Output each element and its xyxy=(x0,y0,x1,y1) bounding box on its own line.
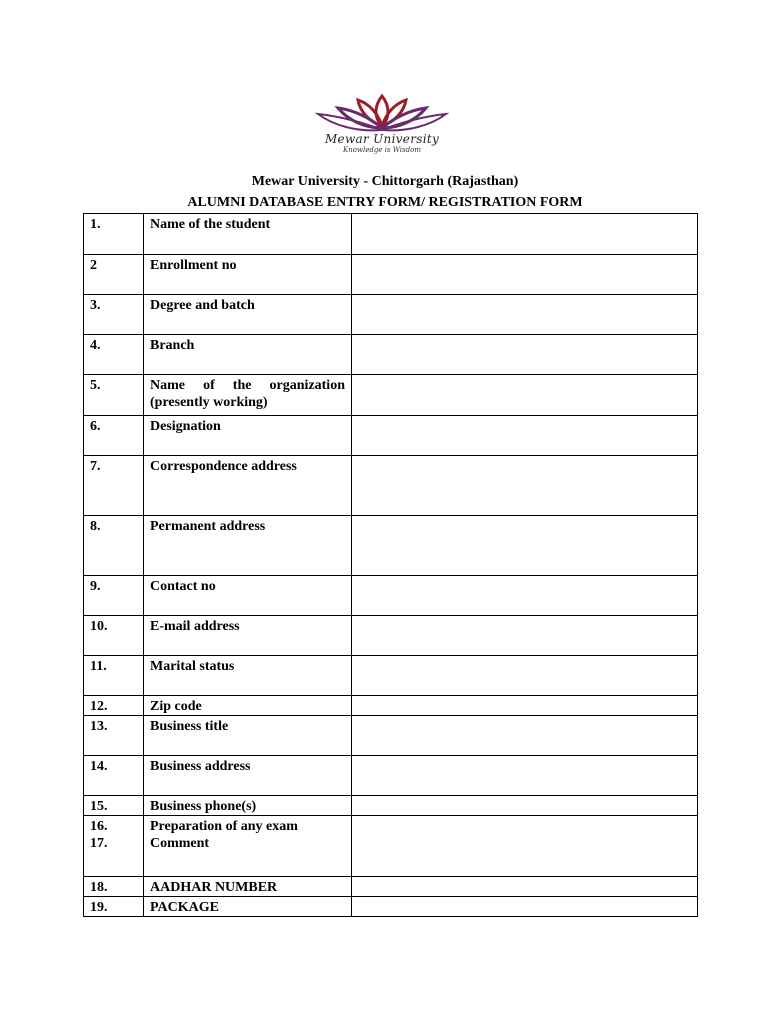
field-label: Contact no xyxy=(144,576,352,616)
table-row xyxy=(84,214,698,255)
field-label: Designation xyxy=(144,416,352,456)
business-title-field[interactable] xyxy=(352,716,698,756)
field-label: Branch xyxy=(144,335,352,375)
student-name-field[interactable] xyxy=(352,214,698,255)
field-label: Business title xyxy=(144,716,352,756)
field-label: Business phone(s) xyxy=(144,796,352,816)
field-label: E-mail address xyxy=(144,616,352,656)
table-row xyxy=(84,616,698,656)
field-label: PACKAGE xyxy=(144,897,352,917)
row-number: 2 xyxy=(84,255,144,295)
field-label: Correspondence address xyxy=(144,456,352,516)
field-label: Enrollment no xyxy=(144,255,352,295)
row-number: 14. xyxy=(84,756,144,796)
field-label: Business address xyxy=(144,756,352,796)
row-number-16: 16. xyxy=(90,819,108,834)
comment-label: Comment xyxy=(150,836,210,851)
row-number: 15. xyxy=(84,796,144,816)
table-row xyxy=(84,756,698,796)
table-row xyxy=(84,295,698,335)
alumni-form-table xyxy=(83,213,698,917)
table-row xyxy=(84,656,698,696)
university-logo xyxy=(312,92,452,162)
field-label: Marital status xyxy=(144,656,352,696)
table-row xyxy=(84,416,698,456)
table-row xyxy=(84,576,698,616)
table-row xyxy=(84,877,698,897)
field-label: Zip code xyxy=(144,696,352,716)
lotus-icon xyxy=(312,92,452,136)
row-number-17: 17. xyxy=(90,836,108,851)
table-row xyxy=(84,516,698,576)
logo-script-text: Mewar University xyxy=(324,132,440,146)
field-label: Name of the organization (presently working) xyxy=(144,375,352,416)
row-number: 4. xyxy=(84,335,144,375)
row-number: 13. xyxy=(84,716,144,756)
comment-field[interactable] xyxy=(352,816,698,877)
enrollment-no-field[interactable] xyxy=(352,255,698,295)
field-label: AADHAR NUMBER xyxy=(144,877,352,897)
table-row xyxy=(84,796,698,816)
row-number: 9. xyxy=(84,576,144,616)
field-label: Permanent address xyxy=(144,516,352,576)
table-row xyxy=(84,716,698,756)
zip-code-field[interactable] xyxy=(352,696,698,716)
form-title: ALUMNI DATABASE ENTRY FORM/ REGISTRATION FORM xyxy=(187,195,583,210)
table-row xyxy=(84,375,698,416)
row-number xyxy=(84,816,144,877)
business-address-field[interactable] xyxy=(352,756,698,796)
row-number: 1. xyxy=(84,214,144,255)
table-row xyxy=(84,897,698,917)
university-title: Mewar University - Chittorgarh (Rajasthan) xyxy=(251,174,519,189)
email-field[interactable] xyxy=(352,616,698,656)
branch-field[interactable] xyxy=(352,335,698,375)
row-number: 11. xyxy=(84,656,144,696)
permanent-address-field[interactable] xyxy=(352,516,698,576)
aadhar-number-field[interactable] xyxy=(352,877,698,897)
organization-field[interactable] xyxy=(352,375,698,416)
table-row xyxy=(84,696,698,716)
row-number: 12. xyxy=(84,696,144,716)
logo-tagline: Knowledge is Wisdom xyxy=(343,146,421,154)
designation-field[interactable] xyxy=(352,416,698,456)
row-number: 6. xyxy=(84,416,144,456)
row-number: 5. xyxy=(84,375,144,416)
table-row xyxy=(84,456,698,516)
contact-no-field[interactable] xyxy=(352,576,698,616)
package-field[interactable] xyxy=(352,897,698,917)
field-label: Degree and batch xyxy=(144,295,352,335)
row-number: 8. xyxy=(84,516,144,576)
row-number: 10. xyxy=(84,616,144,656)
row-number: 19. xyxy=(84,897,144,917)
table-row xyxy=(84,816,698,877)
marital-status-field[interactable] xyxy=(352,656,698,696)
row-number: 3. xyxy=(84,295,144,335)
row-number: 18. xyxy=(84,877,144,897)
table-row xyxy=(84,255,698,295)
field-label xyxy=(144,816,352,877)
correspondence-address-field[interactable] xyxy=(352,456,698,516)
row-number: 7. xyxy=(84,456,144,516)
table-row xyxy=(84,335,698,375)
business-phone-field[interactable] xyxy=(352,796,698,816)
degree-batch-field[interactable] xyxy=(352,295,698,335)
exam-preparation-label: Preparation of any exam xyxy=(150,819,298,834)
field-label: Name of the student xyxy=(144,214,352,255)
